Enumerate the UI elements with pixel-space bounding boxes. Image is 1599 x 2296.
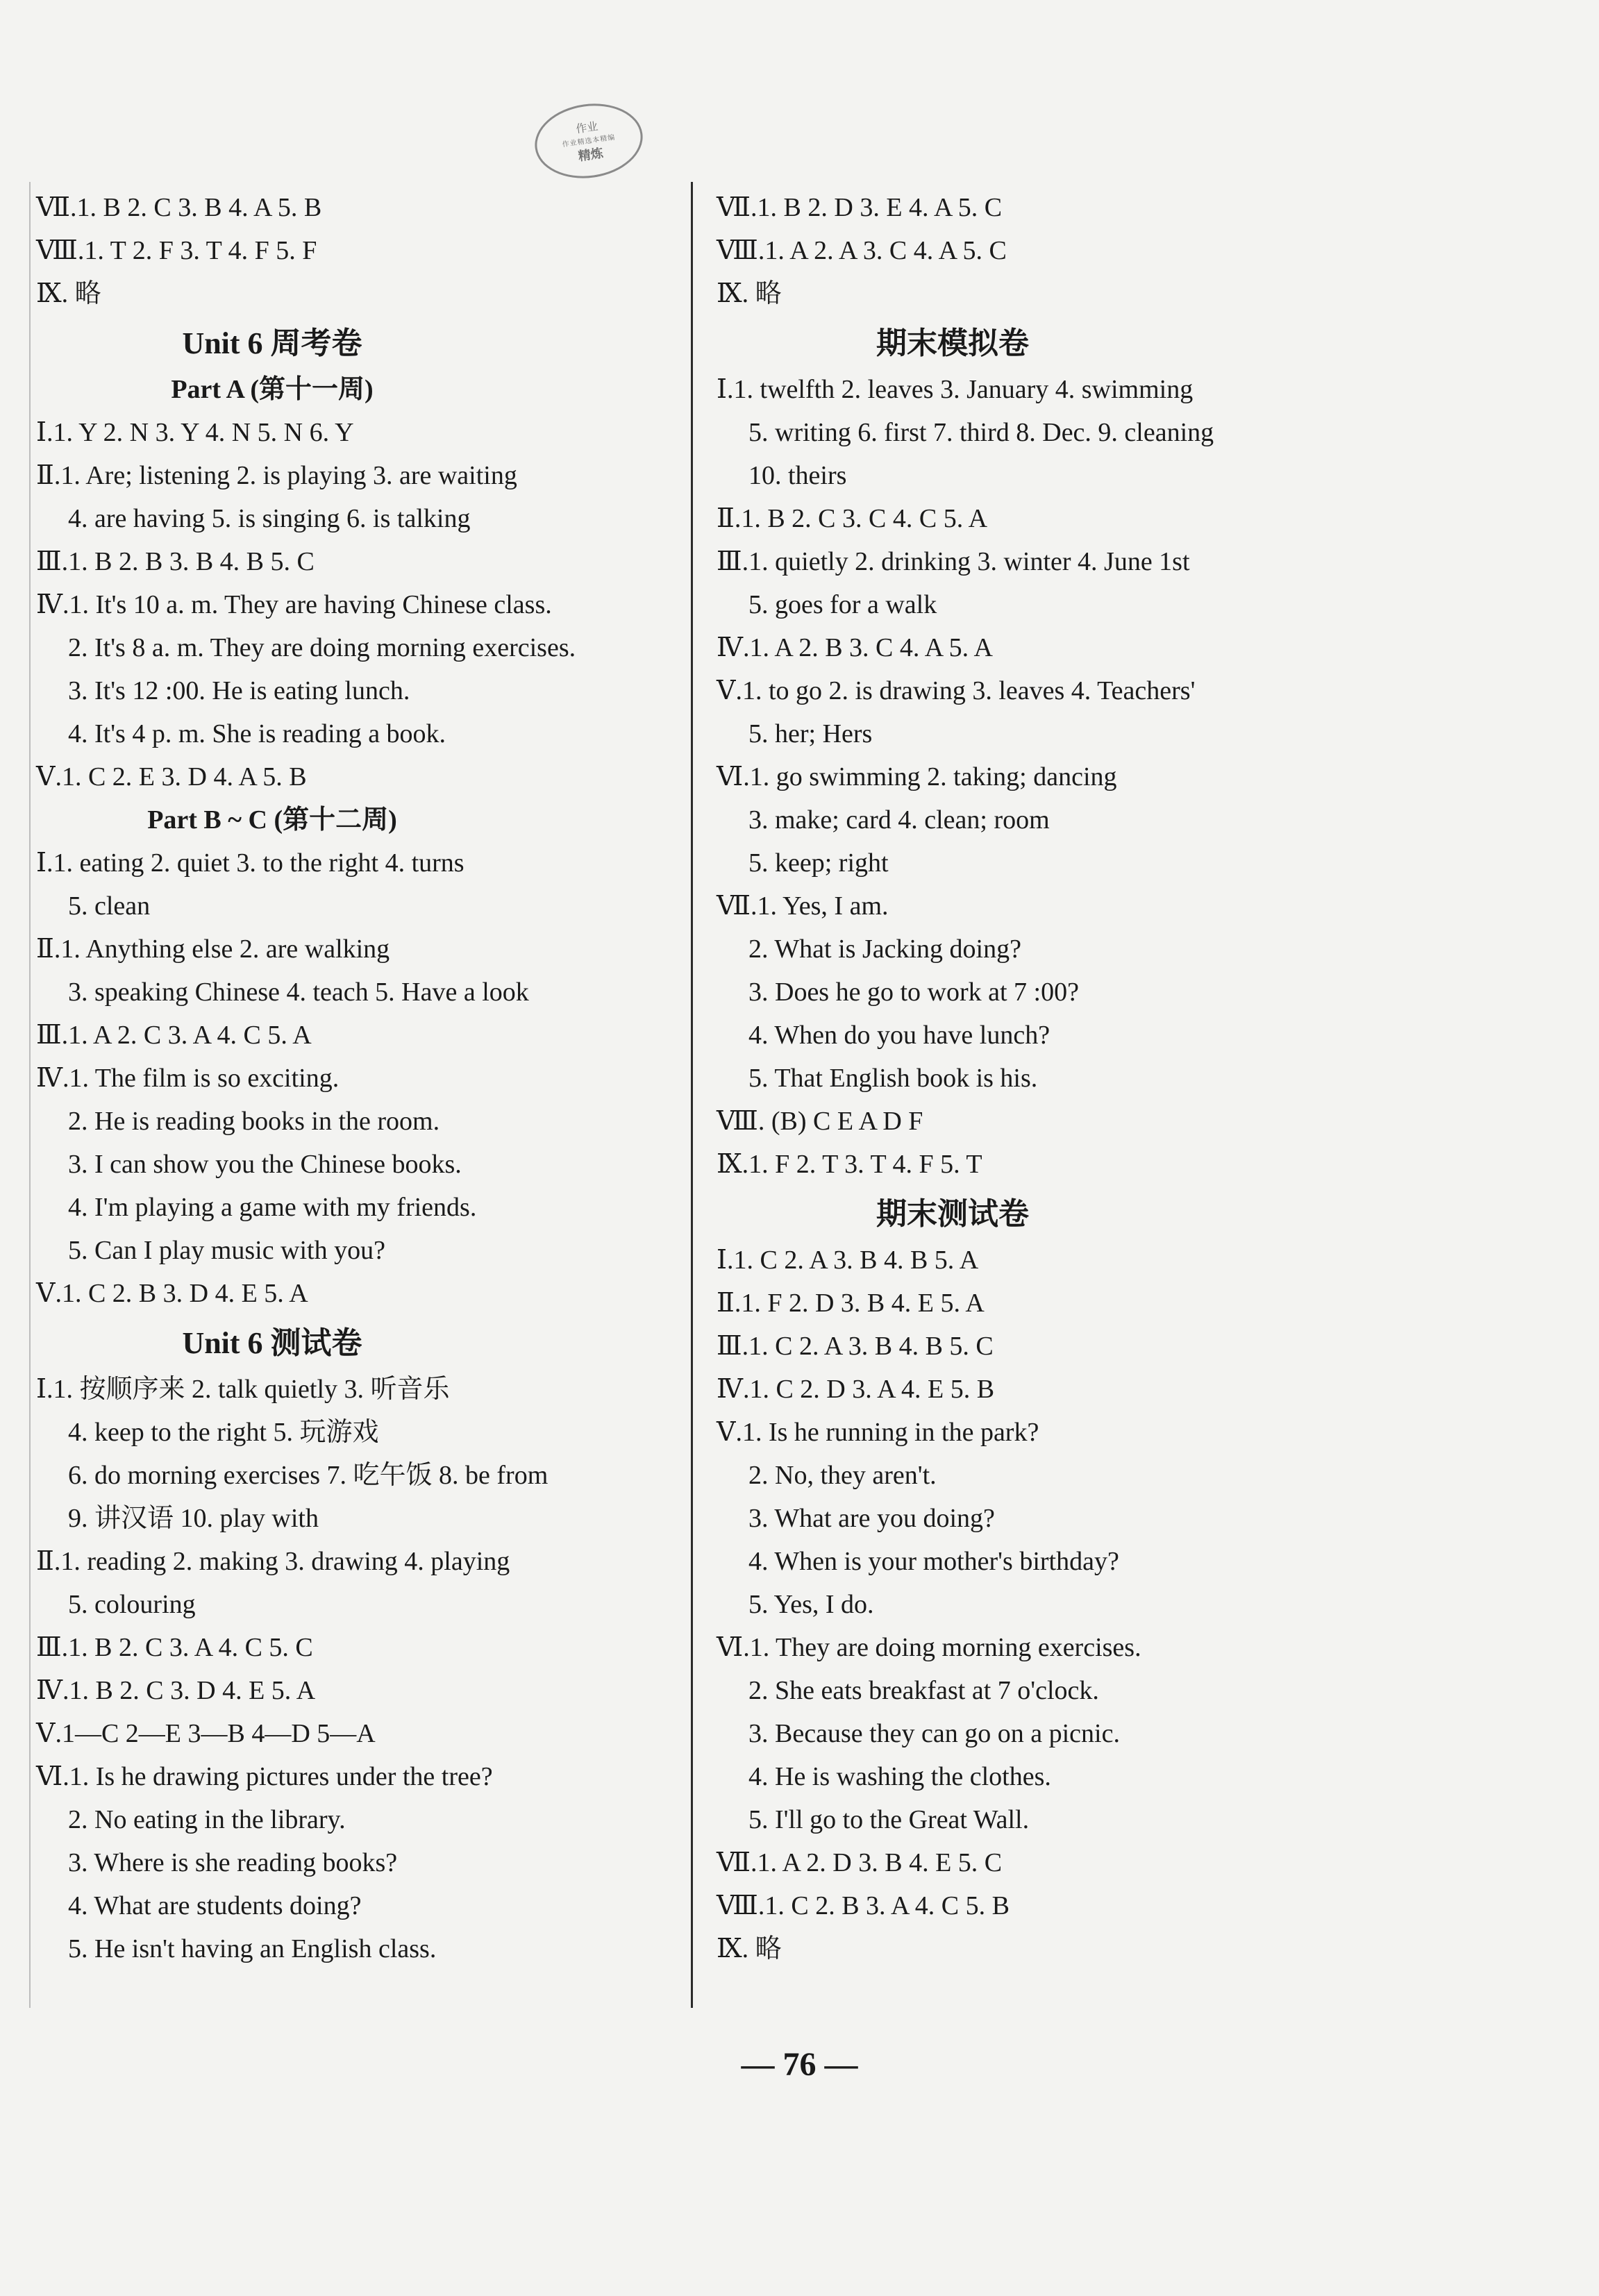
answer-line: Ⅴ.1. Is he running in the park? <box>717 1418 1039 1447</box>
answer-line: 3. What are you doing? <box>748 1504 995 1533</box>
answer-line: Ⅰ.1. twelfth 2. leaves 3. January 4. swimming <box>717 375 1194 404</box>
answer-line: 5. writing 6. first 7. third 8. Dec. 9. cleaning <box>748 418 1214 447</box>
answer-line: 5. clean <box>68 891 151 921</box>
answer-line: Ⅶ.1. A 2. D 3. B 4. E 5. C <box>717 1848 1003 1877</box>
answer-line: 5. colouring <box>68 1590 196 1619</box>
answer-line: Ⅸ. 略 <box>717 1934 782 1963</box>
section-heading: 期末模拟卷 <box>876 326 1029 360</box>
page-number: — 76 — <box>741 2046 858 2083</box>
answer-line: Ⅳ.1. A 2. B 3. C 4. A 5. A <box>717 633 993 662</box>
answer-line: 5. goes for a walk <box>748 590 937 619</box>
answer-line: Ⅸ.1. F 2. T 3. T 4. F 5. T <box>717 1150 982 1179</box>
answer-line: Ⅳ.1. It's 10 a. m. They are having Chinese class. <box>36 590 552 619</box>
answer-line: Ⅱ.1. Anything else 2. are walking <box>36 935 390 964</box>
answer-line: Ⅷ.1. T 2. F 3. T 4. F 5. F <box>36 236 317 265</box>
answer-line: Ⅲ.1. B 2. B 3. B 4. B 5. C <box>36 547 315 576</box>
answer-line: 3. Where is she reading books? <box>68 1848 398 1877</box>
answer-line: Ⅳ.1. B 2. C 3. D 4. E 5. A <box>36 1676 316 1705</box>
answer-line: Ⅲ.1. C 2. A 3. B 4. B 5. C <box>717 1332 994 1361</box>
answer-line: Ⅷ.1. C 2. B 3. A 4. C 5. B <box>717 1891 1010 1920</box>
left-column <box>36 186 696 1970</box>
answer-line: Ⅰ.1. 按顺序来 2. talk quietly 3. 听音乐 <box>36 1375 450 1404</box>
answer-line: 5. He isn't having an English class. <box>68 1934 437 1963</box>
answer-line: 3. Does he go to work at 7 :00? <box>748 978 1079 1007</box>
section-subheading: Part B ~ C (第十二周) <box>147 805 397 835</box>
seal-stamp <box>530 97 647 185</box>
answer-line: Ⅸ. 略 <box>36 279 101 308</box>
answer-line: Ⅲ.1. B 2. C 3. A 4. C 5. C <box>36 1633 313 1662</box>
right-column <box>717 186 1376 1970</box>
answer-line: 2. He is reading books in the room. <box>68 1107 440 1136</box>
answer-line: Ⅵ.1. go swimming 2. taking; dancing <box>717 762 1117 791</box>
answer-line: Ⅱ.1. B 2. C 3. C 4. C 5. A <box>717 504 988 533</box>
answer-line: Ⅱ.1. F 2. D 3. B 4. E 5. A <box>717 1289 985 1318</box>
answer-line: 4. It's 4 p. m. She is reading a book. <box>68 719 446 748</box>
answer-line: 4. What are students doing? <box>68 1891 362 1920</box>
answer-line: 2. No, they aren't. <box>748 1461 937 1490</box>
answer-line: 2. It's 8 a. m. They are doing morning exercises. <box>68 633 576 662</box>
left-margin-rule <box>29 182 31 2008</box>
stamp-line-3: 精炼 <box>577 146 605 165</box>
answer-line: 9. 讲汉语 10. play with <box>68 1504 319 1533</box>
section-heading: 期末测试卷 <box>876 1197 1029 1231</box>
answer-line: Ⅴ.1. to go 2. is drawing 3. leaves 4. Teachers' <box>717 676 1196 705</box>
answer-line: 5. keep; right <box>748 848 889 878</box>
answer-line: Ⅶ.1. B 2. C 3. B 4. A 5. B <box>36 193 322 222</box>
answer-line: Ⅳ.1. The film is so exciting. <box>36 1064 340 1093</box>
stamp-line-2: 作业精选本精编 <box>562 133 616 149</box>
answer-line: 3. I can show you the Chinese books. <box>68 1150 462 1179</box>
answer-line: Ⅴ.1—C 2—E 3—B 4—D 5—A <box>36 1719 376 1748</box>
answer-line: Ⅰ.1. C 2. A 3. B 4. B 5. A <box>717 1246 979 1275</box>
answer-line: 4. He is washing the clothes. <box>748 1762 1051 1791</box>
section-heading: Unit 6 测试卷 <box>182 1326 362 1360</box>
answer-line: Ⅴ.1. C 2. B 3. D 4. E 5. A <box>36 1279 308 1308</box>
answer-line: Ⅲ.1. A 2. C 3. A 4. C 5. A <box>36 1021 312 1050</box>
answer-line: 10. theirs <box>748 461 847 490</box>
answer-line: Ⅵ.1. They are doing morning exercises. <box>717 1633 1141 1662</box>
answer-line: 2. No eating in the library. <box>68 1805 346 1834</box>
answer-line: 4. I'm playing a game with my friends. <box>68 1193 477 1222</box>
answer-line: Ⅸ. 略 <box>717 279 782 308</box>
answer-line: 4. keep to the right 5. 玩游戏 <box>68 1418 379 1447</box>
answer-line: Ⅷ. (B) C E A D F <box>717 1107 923 1136</box>
answer-line: 5. her; Hers <box>748 719 873 748</box>
answer-line: Ⅲ.1. quietly 2. drinking 3. winter 4. June 1st <box>717 547 1190 576</box>
answer-line: Ⅶ.1. Yes, I am. <box>717 891 889 921</box>
answer-line: 5. Yes, I do. <box>748 1590 874 1619</box>
answer-line: Ⅵ.1. Is he drawing pictures under the tree? <box>36 1762 493 1791</box>
answer-line: Ⅳ.1. C 2. D 3. A 4. E 5. B <box>717 1375 995 1404</box>
answer-line: 6. do morning exercises 7. 吃午饭 8. be from <box>68 1461 549 1490</box>
answer-line: 5. That English book is his. <box>748 1064 1038 1093</box>
answer-line: Ⅶ.1. B 2. D 3. E 4. A 5. C <box>717 193 1003 222</box>
answer-line: Ⅱ.1. reading 2. making 3. drawing 4. playing <box>36 1547 510 1576</box>
answer-line: Ⅴ.1. C 2. E 3. D 4. A 5. B <box>36 762 307 791</box>
answer-line: Ⅰ.1. eating 2. quiet 3. to the right 4. turns <box>36 848 464 878</box>
answer-line: 4. are having 5. is singing 6. is talking <box>68 504 471 533</box>
answer-line: 3. make; card 4. clean; room <box>748 805 1050 835</box>
answer-line: 2. She eats breakfast at 7 o'clock. <box>748 1676 1099 1705</box>
section-subheading: Part A (第十一周) <box>171 375 374 404</box>
answer-line: 3. Because they can go on a picnic. <box>748 1719 1120 1748</box>
answer-line: Ⅷ.1. A 2. A 3. C 4. A 5. C <box>717 236 1007 265</box>
answer-line: 5. I'll go to the Great Wall. <box>748 1805 1030 1834</box>
answer-line: 3. speaking Chinese 4. teach 5. Have a look <box>68 978 529 1007</box>
answer-line: 3. It's 12 :00. He is eating lunch. <box>68 676 410 705</box>
answer-line: Ⅰ.1. Y 2. N 3. Y 4. N 5. N 6. Y <box>36 418 354 447</box>
answer-line: 4. When is your mother's birthday? <box>748 1547 1119 1576</box>
section-heading: Unit 6 周考卷 <box>182 326 362 360</box>
answer-line: 4. When do you have lunch? <box>748 1021 1050 1050</box>
answer-line: 2. What is Jacking doing? <box>748 935 1021 964</box>
answer-line: 5. Can I play music with you? <box>68 1236 385 1265</box>
stamp-line-1: 作业 <box>575 119 599 136</box>
answer-line: Ⅱ.1. Are; listening 2. is playing 3. are waiting <box>36 461 517 490</box>
